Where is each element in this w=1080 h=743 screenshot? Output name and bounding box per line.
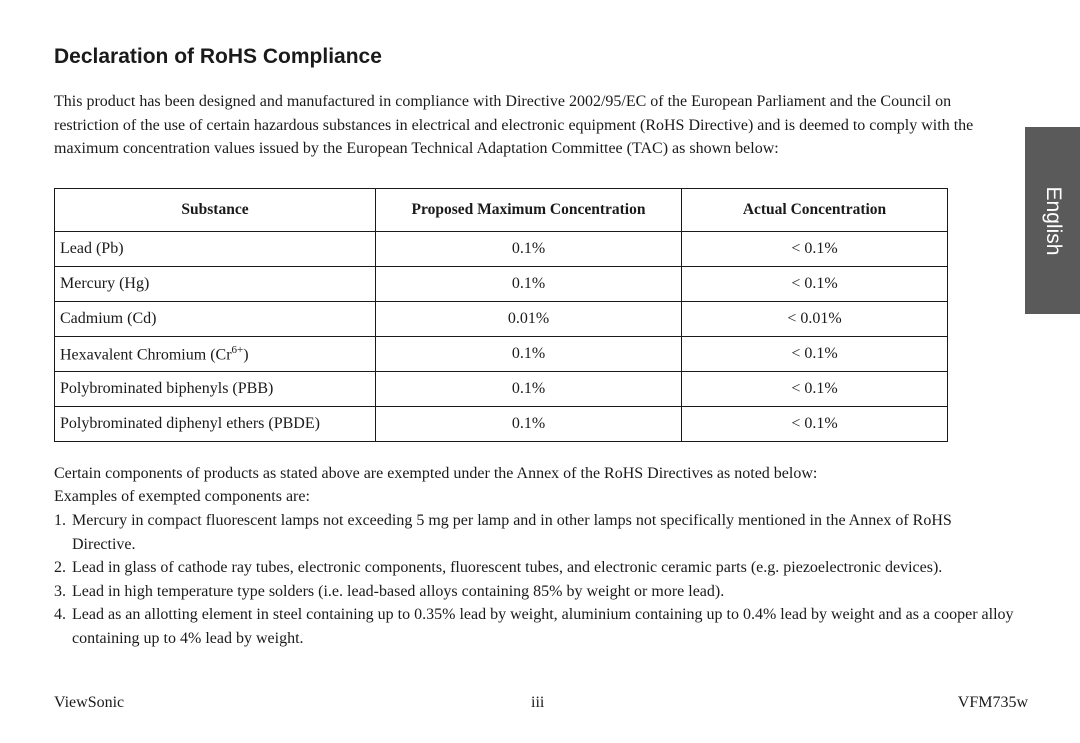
substance-superscript: 6+ — [231, 343, 244, 356]
table-row — [55, 407, 948, 442]
item-number: 2. — [54, 559, 66, 576]
header-max-concentration: Proposed Maximum Concentration — [376, 189, 682, 232]
substance-cell: Polybrominated diphenyl ethers (PBDE) — [55, 407, 376, 442]
item-number: 4. — [54, 606, 66, 623]
max-cell: 0.1% — [376, 372, 682, 407]
max-cell: 0.1% — [376, 232, 682, 267]
item-number: 3. — [54, 582, 66, 600]
substance-cell: Lead (Pb) — [55, 232, 376, 267]
actual-cell: < 0.01% — [682, 302, 948, 337]
language-tab — [1025, 127, 1080, 314]
substance-cell: Polybrominated biphenyls (PBB) — [55, 372, 376, 407]
table-row — [55, 372, 948, 407]
item-text: Lead in glass of cathode ray tubes, electronic components, fluorescent tubes, and electronic ceramic parts (e.g. piezoelectronic devices). — [72, 559, 943, 576]
language-tab-label: English — [1041, 186, 1065, 255]
table-row — [55, 302, 948, 337]
substance-cell: Mercury (Hg) — [55, 267, 376, 302]
item-text: Lead in high temperature type solders (i.e. lead-based alloys containing 85% by weight or more lead). — [72, 582, 725, 600]
header-actual-concentration: Actual Concentration — [682, 189, 948, 232]
substance-close: ) — [243, 346, 249, 364]
table-row — [55, 337, 948, 372]
list-item — [54, 556, 1014, 580]
substance-cell — [55, 337, 376, 372]
actual-cell: < 0.1% — [682, 232, 948, 267]
footer-model: VFM735w — [957, 694, 1028, 711]
actual-cell: < 0.1% — [682, 407, 948, 442]
actual-cell: < 0.1% — [682, 337, 948, 372]
max-cell: 0.01% — [376, 302, 682, 337]
exemptions-list — [54, 509, 1014, 650]
substance-name: Hexavalent Chromium (Cr — [60, 346, 232, 364]
list-item — [54, 580, 1014, 604]
list-item — [54, 509, 1014, 556]
substance-cell: Cadmium (Cd) — [55, 302, 376, 337]
table-header-row — [55, 189, 948, 232]
table-row — [55, 232, 948, 267]
max-cell: 0.1% — [376, 267, 682, 302]
table-row — [55, 267, 948, 302]
rohs-table — [54, 188, 948, 442]
item-text: Mercury in compact fluorescent lamps not exceeding 5 mg per lamp and in other lamps not specifically mentioned in the Annex of RoHS Directive. — [72, 512, 952, 553]
actual-cell: < 0.1% — [682, 372, 948, 407]
footer-brand: ViewSonic — [54, 694, 125, 711]
item-number: 1. — [54, 512, 66, 529]
actual-cell: < 0.1% — [682, 267, 948, 302]
examples-label: Examples of exempted components are: — [54, 488, 310, 505]
page-number: iii — [531, 694, 545, 711]
exemption-note: Certain components of products as stated above are exempted under the Annex of the RoHS Directives as noted below: — [54, 465, 818, 482]
max-cell: 0.1% — [376, 407, 682, 442]
list-item — [54, 603, 1014, 650]
page-title: Declaration of RoHS Compliance — [54, 45, 382, 68]
header-substance: Substance — [55, 189, 376, 232]
item-text: Lead as an allotting element in steel containing up to 0.35% lead by weight, aluminium containing up to 0.4% lead by weight and as a cooper alloy containing up to 4% lead by weight. — [72, 606, 1014, 647]
intro-paragraph: This product has been designed and manufactured in compliance with Directive 2002/95/EC of the European Parliament and the Council on restriction of the use of certain hazardous substances in electrical and electronic equipment (RoHS Directive) and is deemed to comply with the maximum concentration values issued by the European Technical Adaptation Committee (TAC) as shown below: — [54, 93, 974, 157]
max-cell: 0.1% — [376, 337, 682, 372]
